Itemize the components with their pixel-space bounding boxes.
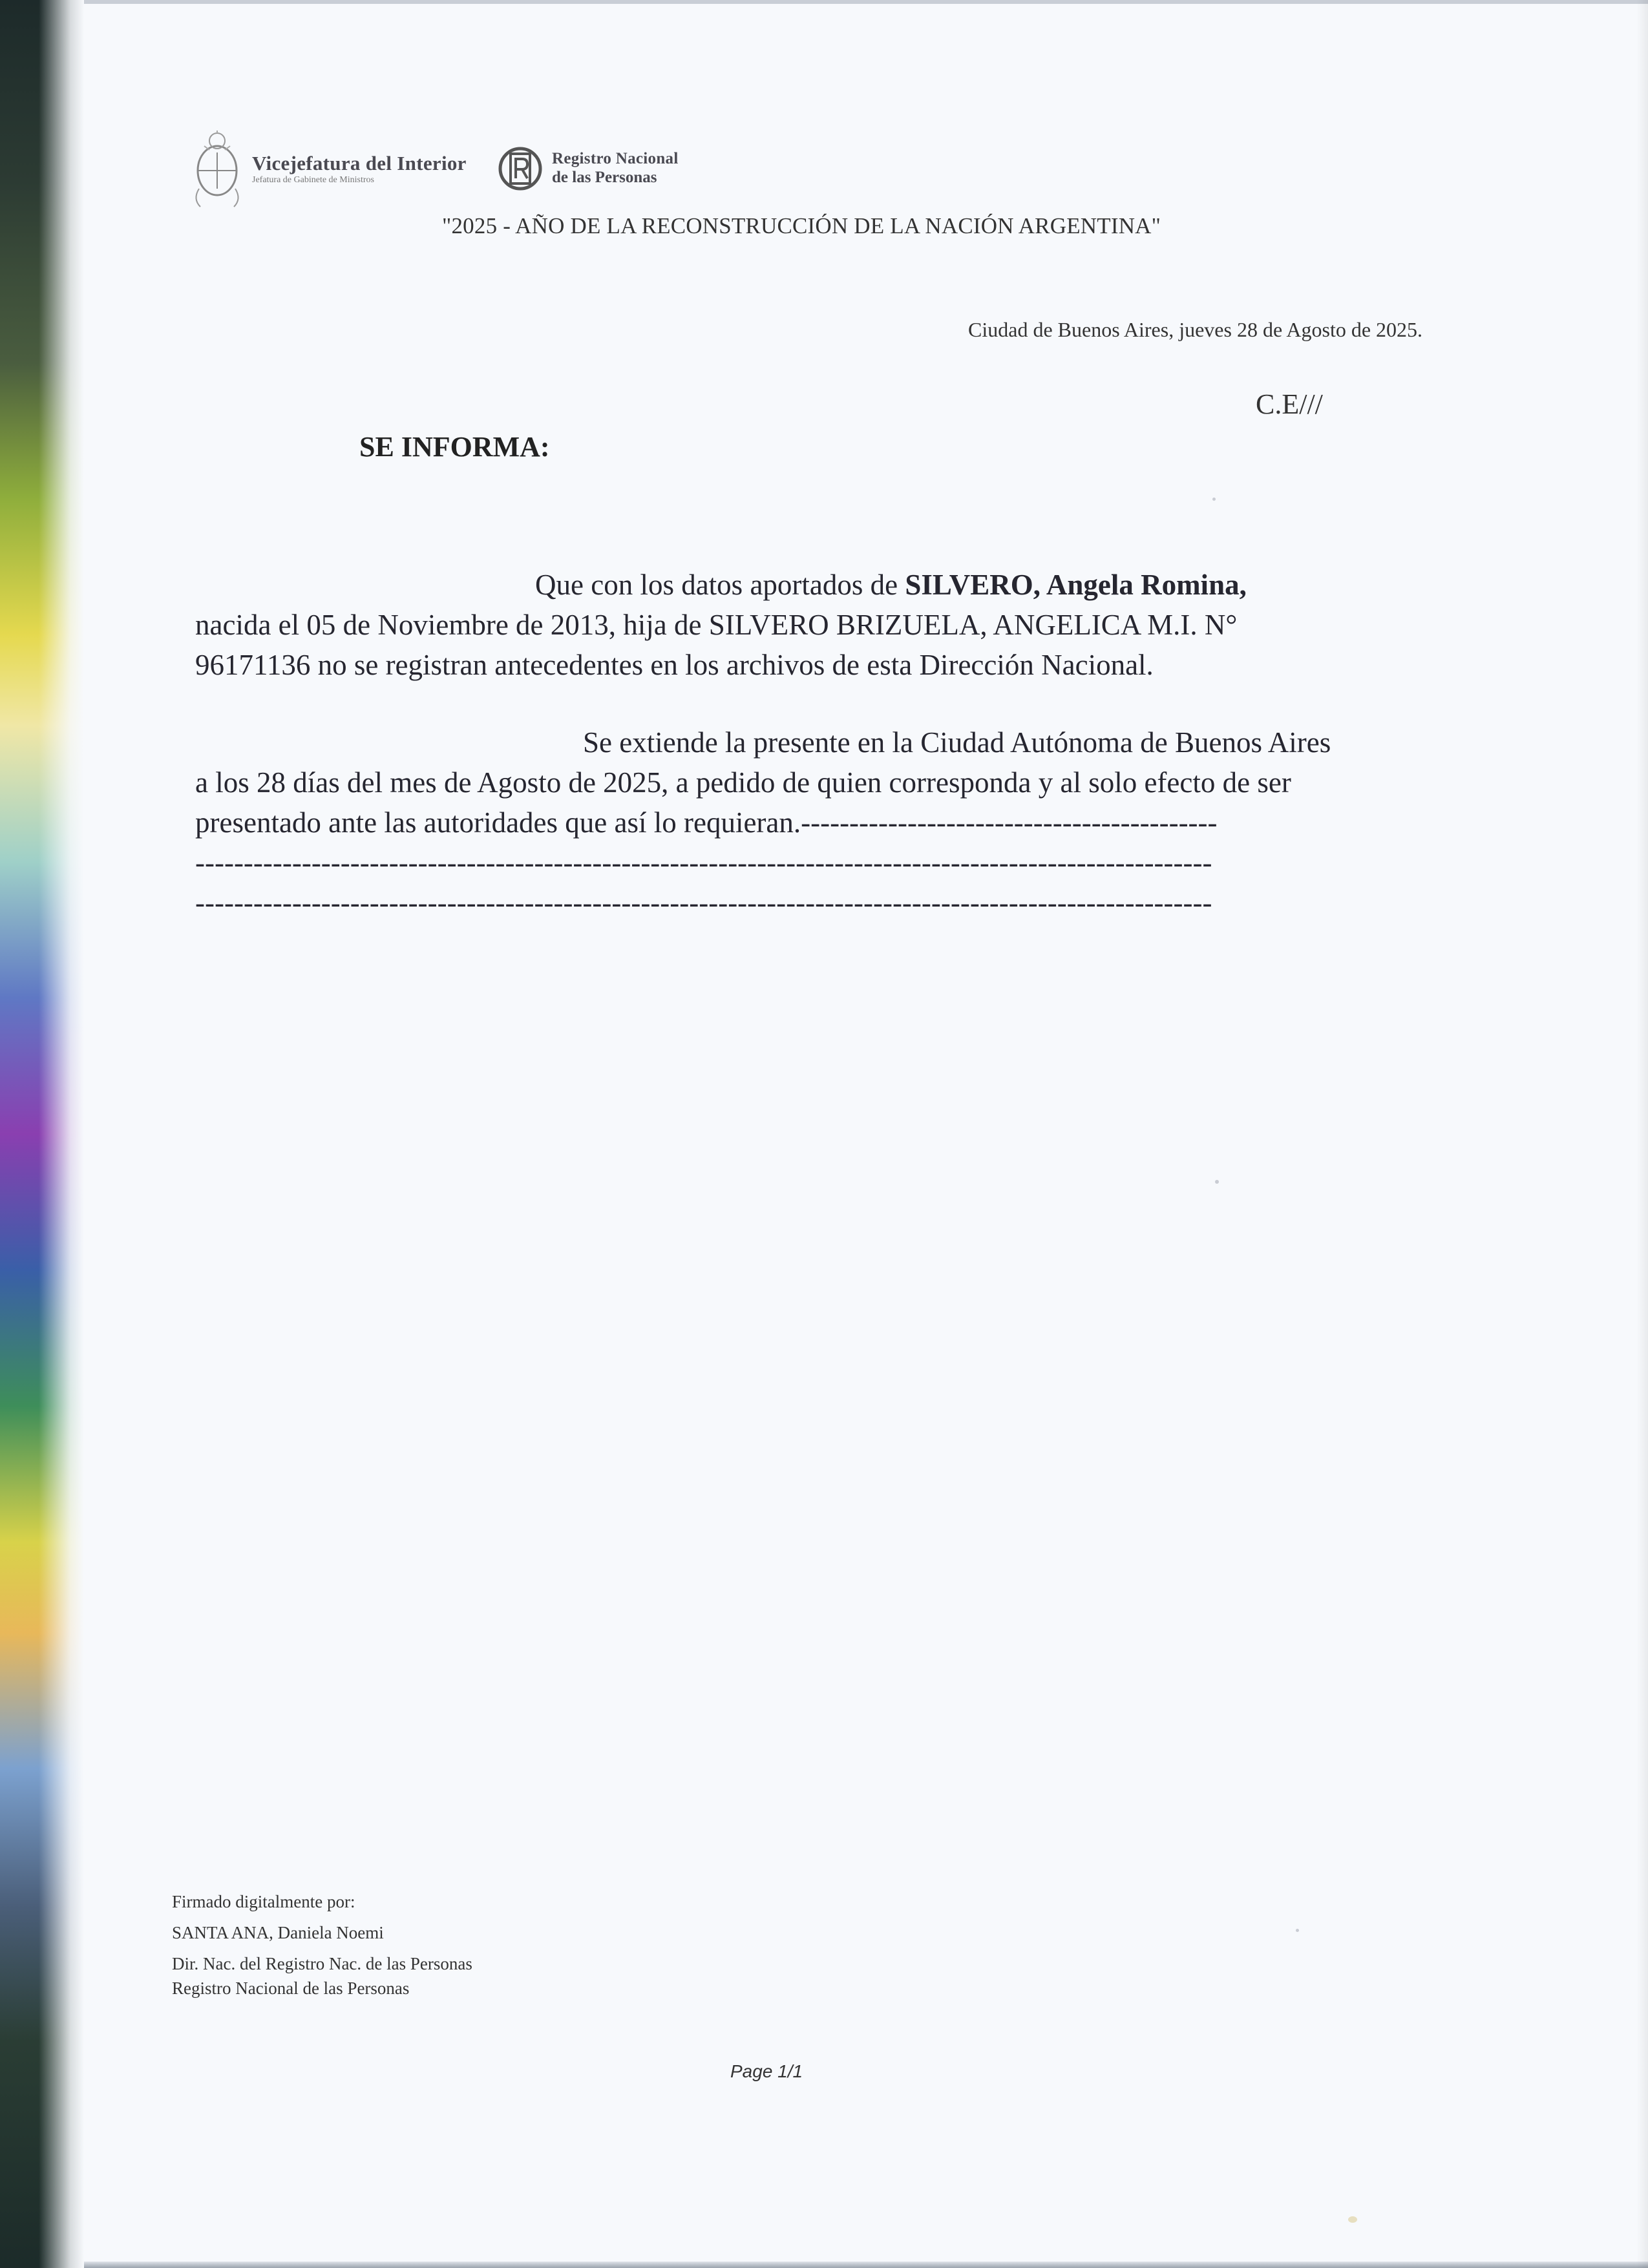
paper-speck bbox=[1215, 1180, 1219, 1184]
renaper-logo bbox=[498, 141, 679, 196]
paragraph-extiende bbox=[195, 722, 1410, 923]
paper-speck bbox=[1212, 498, 1216, 501]
org2-line2: de las Personas bbox=[552, 169, 657, 186]
page-number: Page 1/1 bbox=[730, 2061, 803, 2081]
letterhead bbox=[191, 127, 773, 217]
digital-signature-block bbox=[172, 1889, 472, 2000]
renaper-text bbox=[552, 150, 679, 187]
signer-role-1: Dir. Nac. del Registro Nac. de las Personas bbox=[172, 1954, 472, 1973]
paper-shadow bbox=[1636, 0, 1648, 2268]
paragraph1-line3: 96171136 no se registran antecedentes en los archivos de esta Dirección Nacional. bbox=[195, 649, 1154, 681]
paragraph2-line3: presentado ante las autoridades que así lo requieran.------------------------------------------- bbox=[195, 806, 1218, 839]
org1-subtitle: Jefatura de Gabinete de Ministros bbox=[252, 174, 374, 185]
date-line: Ciudad de Buenos Aires, jueves 28 de Agosto de 2025. bbox=[968, 318, 1423, 341]
paragraph2-line2: a los 28 días del mes de Agosto de 2025, a pedido de quien corresponda y al solo efecto de ser bbox=[195, 766, 1291, 799]
signer-name: SANTA ANA, Daniela Noemi bbox=[172, 1923, 384, 1942]
paragraph1-line1 bbox=[195, 565, 1410, 605]
argentine-coat-of-arms-icon bbox=[191, 127, 243, 211]
org2-line1: Registro Nacional bbox=[552, 150, 679, 168]
dash-filler-line: --------------------------------------------------------------------------------------------------------- bbox=[195, 846, 1212, 879]
dash-filler-line: --------------------------------------------------------------------------------------------------------- bbox=[195, 887, 1212, 919]
org1-title: Vicejefatura del Interior bbox=[252, 152, 467, 175]
paragraph-informe bbox=[195, 565, 1410, 685]
paper-speck bbox=[1296, 1929, 1299, 1932]
document-heading: SE INFORMA: bbox=[359, 431, 550, 463]
subject-name: SILVERO, Angela Romina bbox=[905, 569, 1240, 601]
renaper-r-logo-icon bbox=[498, 141, 543, 196]
vicejefatura-logo bbox=[191, 127, 467, 211]
signature-label: Firmado digitalmente por: bbox=[172, 1892, 355, 1911]
scanner-edge-artifact bbox=[0, 0, 84, 2268]
paragraph1-line2: nacida el 05 de Noviembre de 2013, hija de SILVERO BRIZUELA, ANGELICA M.I. N° bbox=[195, 609, 1238, 641]
paragraph2-line1: Se extiende la presente en la Ciudad Autónoma de Buenos Aires bbox=[583, 726, 1331, 759]
paragraph1-line1-prefix: Que con los datos aportados de bbox=[535, 569, 905, 601]
vicejefatura-text bbox=[252, 152, 467, 185]
paper-speck bbox=[1348, 2216, 1357, 2223]
reference-code: C.E/// bbox=[1256, 388, 1323, 420]
scanner-top-edge bbox=[84, 0, 1648, 4]
paragraph1-line1-suffix: , bbox=[1239, 569, 1247, 601]
signer-role-2: Registro Nacional de las Personas bbox=[172, 1979, 410, 1998]
year-motto: "2025 - AÑO DE LA RECONSTRUCCIÓN DE LA NACIÓN ARGENTINA" bbox=[442, 213, 1161, 238]
scanner-bottom-edge bbox=[84, 2262, 1648, 2268]
